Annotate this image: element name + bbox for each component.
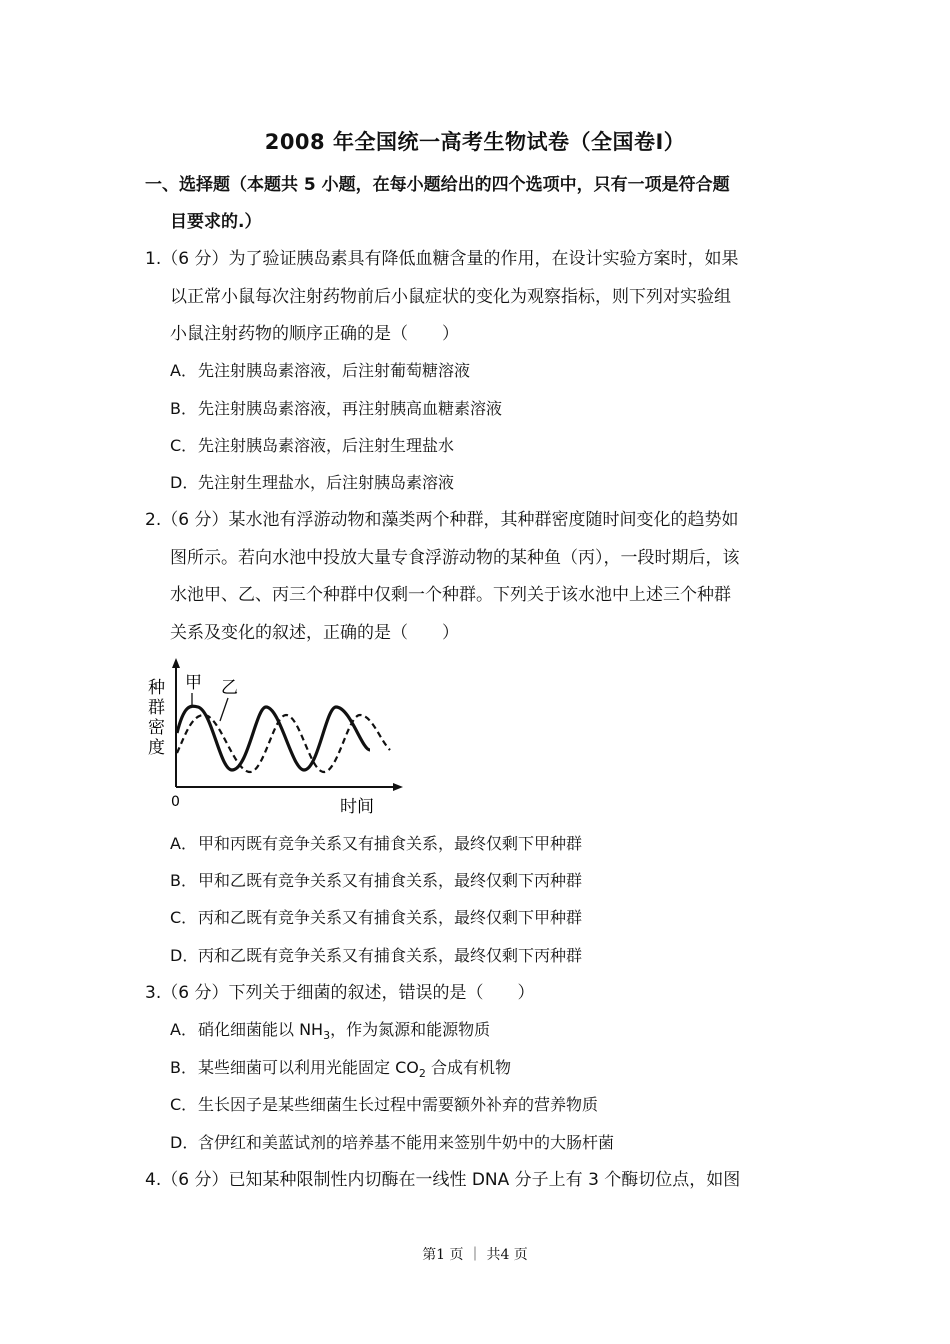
option-text: 含伊红和美蓝试剂的培养基不能用来签别牛奶中的大肠杆菌 <box>198 1133 615 1152</box>
option-text: 丙和乙既有竞争关系又有捕食关系，最终仅剩下甲种群 <box>198 908 583 927</box>
option-key: D． <box>170 1133 199 1152</box>
q2-stem-line2: 图所示。若向水池中投放大量专食浮游动物的某种鱼（丙），一段时期后，该 <box>170 548 740 568</box>
option-text: 先注射生理盐水，后注射胰岛素溶液 <box>198 473 455 492</box>
q1-stem-line2: 以正常小鼠每次注射药物前后小鼠症状的变化为观察指标，则下列对实验组 <box>170 287 731 307</box>
q3-option-a <box>170 1018 490 1048</box>
option-key: A． <box>170 1020 197 1039</box>
curve-label-yi: 乙 <box>221 678 238 698</box>
option-text: 某些细菌可以利用光能固定 CO <box>198 1058 419 1077</box>
page-title: 2008 年全国统一高考生物试卷（全国卷Ⅰ） <box>264 130 686 154</box>
option-text: ，作为氮源和能源物质 <box>330 1020 491 1039</box>
option-key: A． <box>170 834 197 853</box>
option-key: C． <box>170 1095 198 1114</box>
option-key: B． <box>170 399 197 418</box>
option-text: 丙和乙既有竞争关系又有捕食关系，最终仅剩下丙种群 <box>198 946 583 965</box>
yi-pointer <box>220 698 228 721</box>
q1-stem-line3: 小鼠注射药物的顺序正确的是（ ） <box>170 324 459 344</box>
q1-option-d <box>170 471 454 495</box>
option-key: C． <box>170 908 198 927</box>
option-key: B． <box>170 1058 197 1077</box>
q3-option-d <box>170 1131 614 1155</box>
x-axis-label: 时间 <box>340 797 374 817</box>
option-key: D． <box>170 946 199 965</box>
q1-stem-line1: 1.（6 分）为了验证胰岛素具有降低血糖含量的作用，在设计实验方案时，如果 <box>145 249 739 269</box>
x-axis-arrow <box>393 783 403 791</box>
q1-option-c <box>170 434 454 458</box>
subscript: 2 <box>418 1067 426 1081</box>
q1-option-a <box>170 359 470 383</box>
option-text: 合成有机物 <box>425 1058 511 1077</box>
population-density-figure <box>140 655 410 820</box>
subscript: 3 <box>323 1029 331 1043</box>
q3-stem: 3.（6 分）下列关于细菌的叙述，错误的是（ ） <box>145 983 535 1003</box>
q2-option-c <box>170 906 582 930</box>
q2-option-d <box>170 944 582 968</box>
page-footer: 第1 页 ｜ 共4 页 <box>422 1247 528 1263</box>
y-axis-label-char: 度 <box>148 738 165 758</box>
q3-option-c <box>170 1093 598 1117</box>
option-text: 硝化细菌能以 NH <box>198 1020 324 1039</box>
origin-label: 0 <box>171 794 180 810</box>
option-key: D． <box>170 473 199 492</box>
curve-label-jia: 甲 <box>185 673 202 693</box>
section-heading-line1: 一、选择题（本题共 5 小题，在每小题给出的四个选项中，只有一项是符合题 <box>145 175 730 195</box>
q2-option-b <box>170 869 582 893</box>
option-text: 先注射胰岛素溶液，再注射胰高血糖素溶液 <box>198 399 503 418</box>
q1-option-b <box>170 397 502 421</box>
option-key: C． <box>170 436 198 455</box>
option-text: 甲和乙既有竞争关系又有捕食关系，最终仅剩下丙种群 <box>198 871 583 890</box>
q2-stem-line4: 关系及变化的叙述，正确的是（ ） <box>170 623 459 643</box>
q2-stem-line1: 2.（6 分）某水池有浮游动物和藻类两个种群，其种群密度随时间变化的趋势如 <box>145 510 739 530</box>
section-heading-line2: 目要求的.） <box>170 212 262 232</box>
option-text: 生长因子是某些细菌生长过程中需要额外补弃的营养物质 <box>198 1095 599 1114</box>
option-text: 先注射胰岛素溶液，后注射葡萄糖溶液 <box>198 361 471 380</box>
option-text: 先注射胰岛素溶液，后注射生理盐水 <box>198 436 455 455</box>
option-text: 甲和丙既有竞争关系又有捕食关系，最终仅剩下甲种群 <box>198 834 583 853</box>
q3-option-b <box>170 1056 511 1086</box>
q2-stem-line3: 水池甲、乙、丙三个种群中仅剩一个种群。下列关于该水池中上述三个种群 <box>170 585 731 605</box>
y-axis-arrow <box>172 658 180 668</box>
option-key: B． <box>170 871 197 890</box>
option-key: A． <box>170 361 197 380</box>
q4-stem-line1: 4.（6 分）已知某种限制性内切酶在一线性 DNA 分子上有 3 个酶切位点，如图 <box>145 1170 741 1190</box>
y-axis-label-char: 种 <box>148 678 165 698</box>
q2-option-a <box>170 832 582 856</box>
y-axis-label-char: 群 <box>148 698 165 718</box>
y-axis-label-char: 密 <box>148 718 165 738</box>
